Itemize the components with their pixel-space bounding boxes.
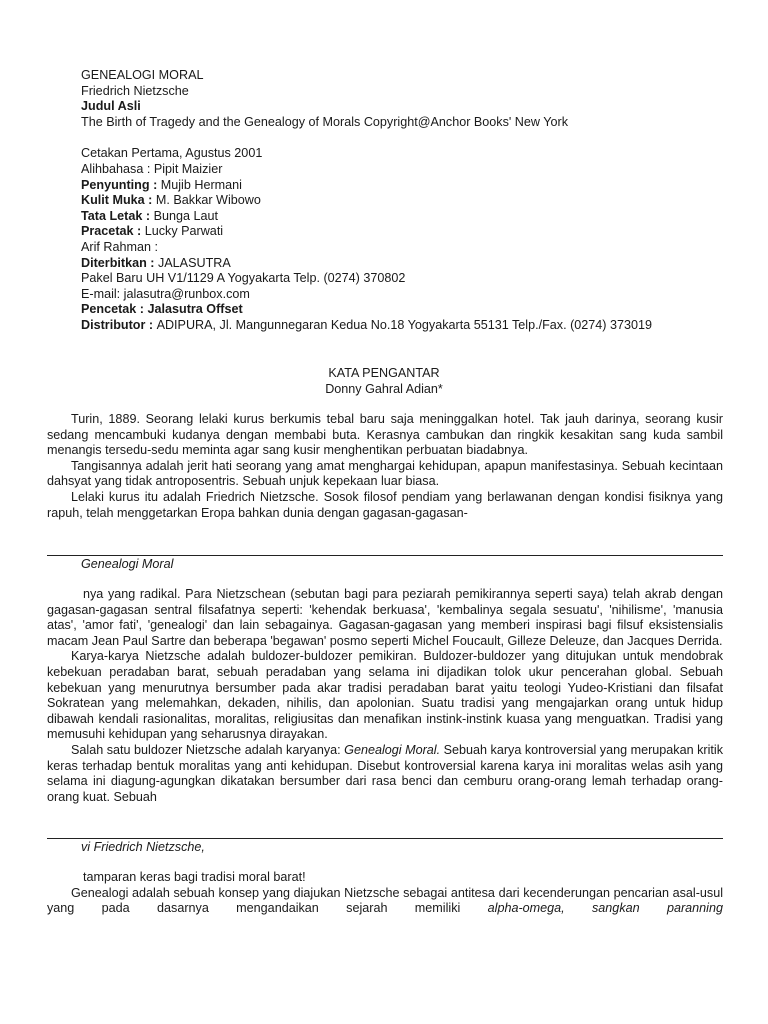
book-author: Friedrich Nietzsche bbox=[81, 83, 189, 98]
first-printing: Cetakan Pertama, Agustus 2001 bbox=[81, 146, 263, 161]
running-header: vi Friedrich Nietzsche, bbox=[81, 840, 205, 854]
foreword-heading: KATA PENGANTAR bbox=[328, 366, 440, 380]
book-title: GENEALOGI MORAL bbox=[81, 68, 204, 82]
prepress-2: Arif Rahman : bbox=[81, 239, 158, 254]
publisher: Diterbitkan : JALASUTRA bbox=[81, 255, 231, 270]
page-divider bbox=[47, 555, 723, 556]
original-title-label: Judul Asli bbox=[81, 99, 141, 114]
printer: Pencetak : Jalasutra Offset bbox=[81, 302, 243, 317]
paragraph: Lelaki kurus itu adalah Friedrich Nietzsche. Sosok filosof pendiam yang berlawanan dengan kondisi fisiknya yang rapuh, telah menggetarkan Eropa bahkan dunia dengan gagasan-gagasan- bbox=[47, 489, 723, 520]
blank-line bbox=[81, 130, 731, 146]
prepress: Pracetak : Lucky Parwati bbox=[81, 224, 224, 239]
original-title-value: The Birth of Tragedy and the Genealogy of Morals Copyright@Anchor Books' New York bbox=[81, 114, 569, 129]
paragraph: nya yang radikal. Para Nietzschean (sebutan bagi para peziarah pemikirannya seperti saya) telah akrab dengan gagasan-gagasan sentral filsafatnya seperti: 'kehendak berkuasa', 'kembalinya segala sesuatu', 'nihilisme', 'manusia atas', 'amor fati', 'genealogi' dan lain sebagainya. Gagasan-gagasan yang memberi inspirasi bagi filsuf eksistensialis macam Jean Paul Sartre dan beberapa 'begawan' posmo seperti Michel Foucault, Gilleze Deleuze, dan Jacques Derrida. bbox=[47, 587, 723, 648]
paragraph: Turin, 1889. Seorang lelaki kurus berkumis tebal baru saja meninggalkan hotel. Tak jauh darinya, seorang kusir sedang mencambuki kudanya dengan membabi buta. Kerasnya cambukan dan ringkik kesakitan sang kuda sambil menangis tersedu-sedu meminta agar sang kusir menghentikan perbuatan biadabnya. bbox=[47, 412, 723, 458]
foreword-section-2 bbox=[47, 587, 723, 805]
paragraph: Salah satu buldozer Nietzsche adalah karyanya: Genealogi Moral. Sebuah karya kontroversial yang merupakan kritik keras terhadap bentuk moralitas yang anti kehidupan. Disebut kontroversial karena karya ini moralitas welas asih yang selama ini diagung-agungkan dikatakan bersumber dari rasa benci dan cemburu orang-orang lemah terhadap orang-orang kuat. Sebuah bbox=[47, 742, 724, 804]
paragraph: Karya-karya Nietzsche adalah buldozer-buldozer pemikiran. Buldozer-buldozer yang ditujukan untuk mendobrak kebekuan peradaban barat, sebuah peradaban yang selama ini dijadikan tolok ukur pencerahan global. Sebuah kebekuan yang menurutnya bersumber pada akar tradisi peradaban barat yaitu teologi Yudeo-Kristiani dan filsafat Sokratean yang melemahkan, dekaden, nihilis, dan apolonian. Suatu tradisi yang mengajarkan orang untuk hidup dibawah kendali rasionalitas, moralitas, religiusitas dan menafikan instink-instink kuasa yang menguatkan. Tradisi yang memusuhi kehidupan yang seharusnya dirayakan. bbox=[47, 649, 723, 742]
colophon bbox=[81, 68, 731, 334]
paragraph: Genealogi adalah sebuah konsep yang diajukan Nietzsche sebagai antitesa dari kecenderungan pencarian asal-usul yang pada dasarnya mengandaikan sejarah memiliki alpha-omega, sangkan paranning bbox=[47, 885, 723, 916]
cover: Kulit Muka : M. Bakkar Wibowo bbox=[81, 193, 261, 208]
foreword-section-1 bbox=[47, 412, 723, 521]
paragraph: Tangisannya adalah jerit hati seorang yang amat menghargai kehidupan, apapun manifestasinya. Sebuah kecintaan dahsyat yang tidak antroposentris. Sebuah unjuk kepekaan luar biasa. bbox=[47, 458, 723, 489]
distributor: Distributor : ADIPURA, Jl. Mangunnegaran Kedua No.18 Yogyakarta 55131 Telp./Fax. (0274) 373019 bbox=[81, 317, 653, 332]
editor: Penyunting : Mujib Hermani bbox=[81, 177, 242, 192]
email: E-mail: jalasutra@runbox.com bbox=[81, 286, 250, 301]
foreword-section-3 bbox=[47, 870, 723, 917]
foreword-author: Donny Gahral Adian* bbox=[325, 382, 443, 396]
translator: Alihbahasa : Pipit Maizier bbox=[81, 161, 223, 176]
page-divider bbox=[47, 838, 723, 839]
address: Pakel Baru UH V1/1129 A Yogyakarta Telp. (0274) 370802 bbox=[81, 271, 406, 286]
running-header: Genealogi Moral bbox=[81, 557, 174, 571]
paragraph: tamparan keras bagi tradisi moral barat! bbox=[83, 870, 306, 884]
layout: Tata Letak : Bunga Laut bbox=[81, 208, 218, 223]
